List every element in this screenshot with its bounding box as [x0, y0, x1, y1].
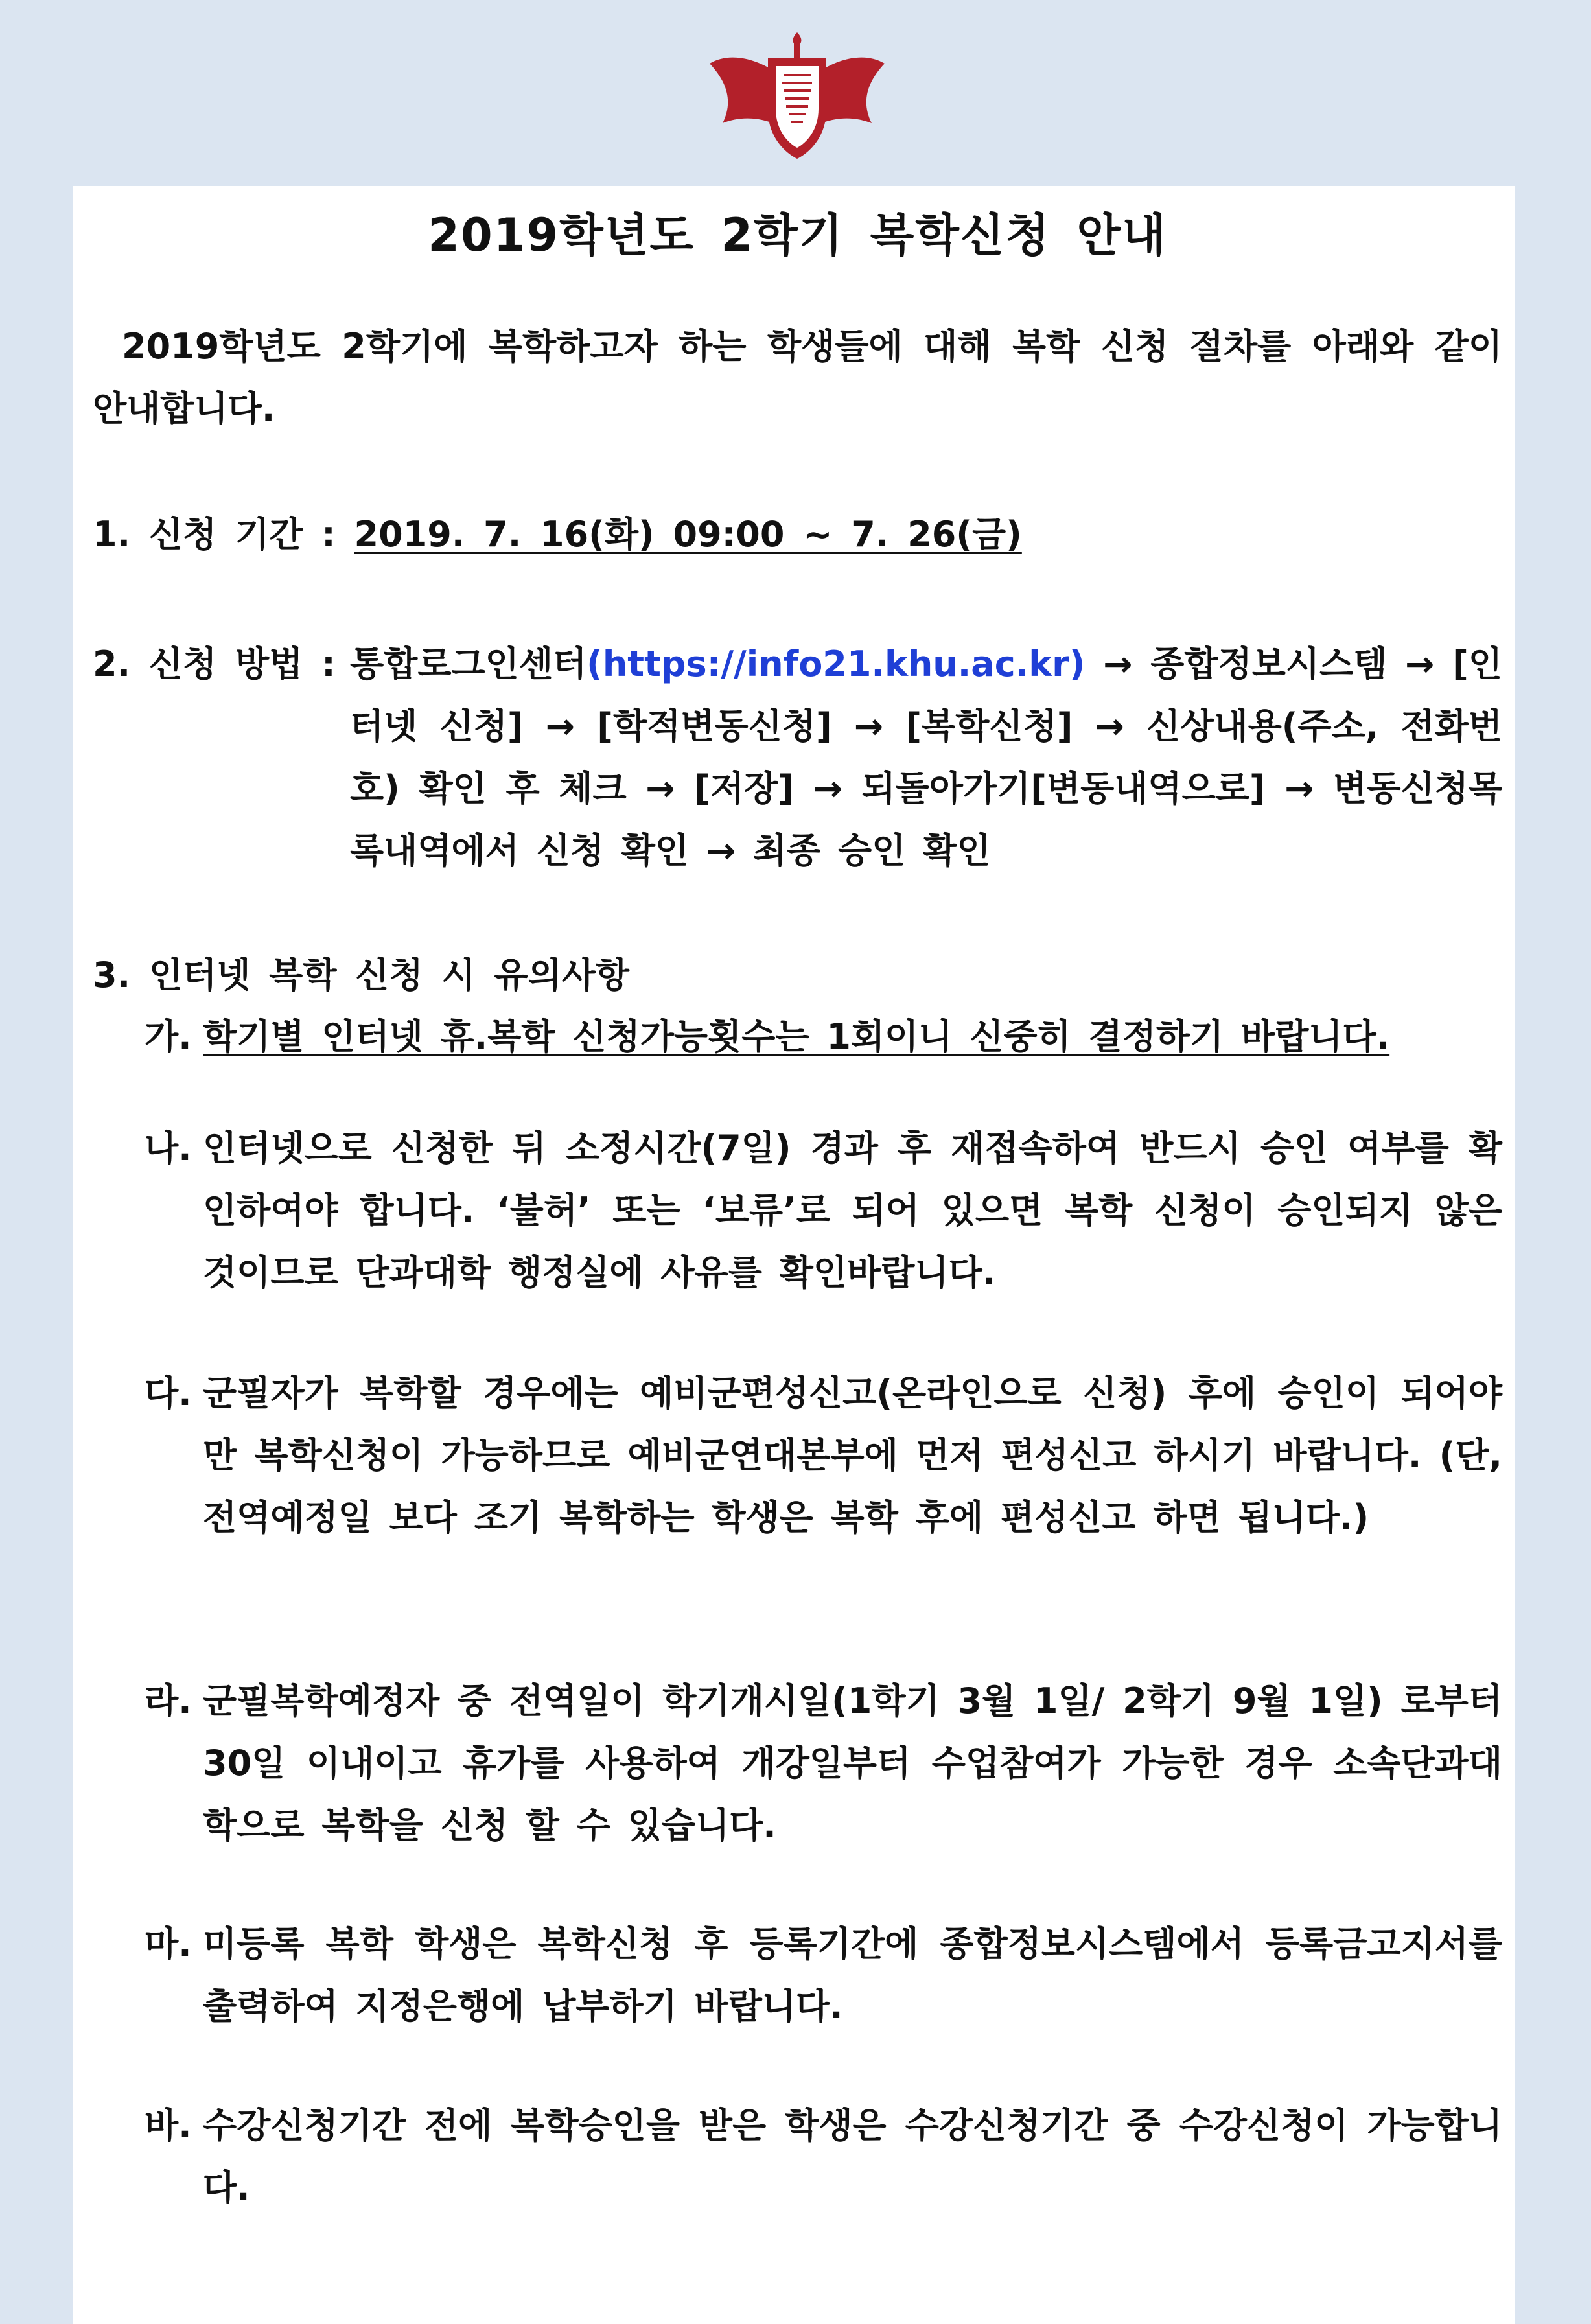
note-item — [145, 1362, 1502, 1549]
note-mark: 가. — [145, 1016, 192, 1057]
period-label: 1. 신청 기간 : — [93, 514, 354, 555]
notes-heading: 3. 인터넷 복학 신청 시 유의사항 — [93, 955, 630, 995]
note-text: 학기별 인터넷 휴.복학 신청가능횟수는 1회이니 신중히 결정하기 바랍니다. — [203, 1016, 1390, 1057]
note-text: 수강신청기간 전에 복학승인을 받은 학생은 수강신청기간 중 수강신청이 가능합니다. — [203, 2105, 1502, 2208]
note-text: 군필자가 복학할 경우에는 예비군편성신고(온라인으로 신청) 후에 승인이 되어야만 복학신청이 가능하므로 예비군연대본부에 먼저 편성신고 하시기 바랍니다. (단, 전역예정일 보다 조기 복학하는 학생은 복학 후에 편성신고 하면 됩니다.) — [203, 1373, 1502, 1538]
note-mark: 나. — [145, 1128, 192, 1168]
note-mark: 마. — [145, 1923, 192, 1964]
page-title: 2019학년도 2학기 복학신청 안내 — [428, 209, 1167, 262]
period-value: 2019. 7. 16(화) 09:00 ~ 7. 26(금) — [354, 514, 1022, 555]
note-item — [145, 1913, 1502, 2038]
note-mark: 바. — [145, 2105, 192, 2146]
method-procedure: → 종합정보시스템 → [인터넷 신청] → [학적변동신청] → [복학신청] → 신상내용(주소, 전화번호) 확인 후 체크 → [저장] → 되돌아가기[변동내역으로] → 변동신청목록내역에서 신청 확인 → 최종 승인 확인 — [350, 644, 1502, 871]
method-label: 2. 신청 방법 : — [93, 644, 336, 684]
method-login-center: 통합로그인센터 — [350, 644, 587, 684]
note-text: 인터넷으로 신청한 뒤 소정시간(7일) 경과 후 재접속하여 반드시 승인 여부를 확인하여야 합니다. ‘불허’ 또는 ‘보류’로 되어 있으면 복학 신청이 승인되지 않은 것이므로 단과대학 행정실에 사유를 확인바랍니다. — [203, 1128, 1502, 1293]
note-text: 군필복학예정자 중 전역일이 학기개시일(1학기 3월 1일/ 2학기 9월 1일) 로부터 30일 이내이고 휴가를 사용하여 개강일부터 수업참여가 가능한 경우 소속단과대학으로 복학을 신청 할 수 있습니다. — [203, 1680, 1502, 1846]
note-mark: 다. — [145, 1373, 192, 1413]
note-item — [145, 1117, 1502, 1304]
note-item — [145, 1006, 1502, 1068]
note-item — [145, 1670, 1502, 1857]
university-seal-icon — [703, 32, 891, 162]
application-period — [93, 504, 1502, 566]
document-page — [73, 186, 1515, 2324]
note-text: 미등록 복학 학생은 복학신청 후 등록기간에 종합정보시스템에서 등록금고지서를 출력하여 지정은행에 납부하기 바랍니다. — [203, 1923, 1502, 2027]
method-steps — [350, 633, 1502, 882]
note-item — [145, 2095, 1502, 2219]
note-mark: 라. — [145, 1680, 192, 1721]
intro-paragraph: 2019학년도 2학기에 복학하고자 하는 학생들에 대해 복학 신청 절차를 아래와 같이 안내합니다. — [93, 326, 1502, 429]
info21-link[interactable]: (https://info21.khu.ac.kr) — [586, 644, 1086, 684]
